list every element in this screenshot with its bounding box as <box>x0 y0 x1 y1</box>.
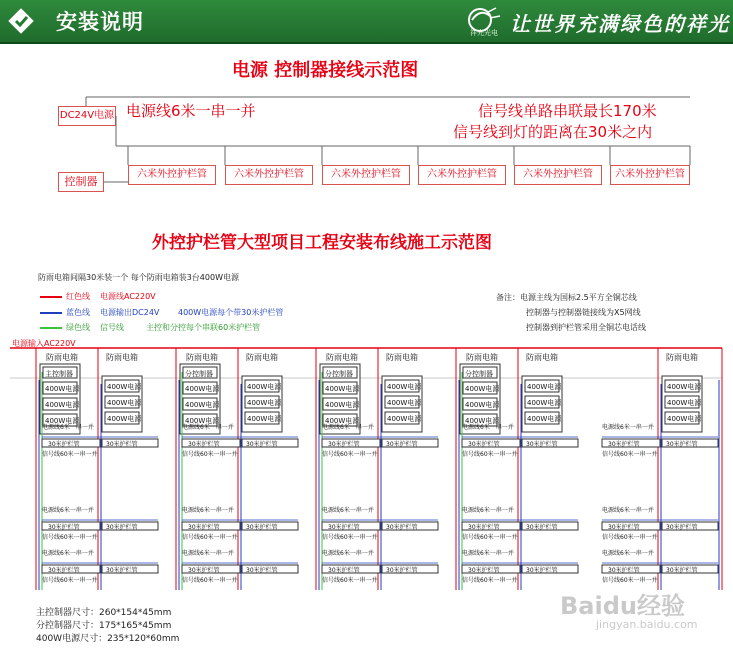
controller-label: 分控制器 <box>185 370 213 378</box>
tube-label: 30米护栏管 <box>386 524 418 531</box>
tube-box: 六米外控护栏管 <box>610 165 690 185</box>
legend-red-name: 红色线 <box>66 292 90 301</box>
psu-label: 400W电源 <box>667 399 702 407</box>
watermark-url: jingyan.baidu.com <box>596 618 698 631</box>
tube-label: 30米护栏管 <box>666 567 698 574</box>
header-title: 安装说明 <box>56 10 144 34</box>
note-power-line: 电源线6米一串一并 <box>126 102 256 120</box>
tube-box: 六米外控护栏管 <box>514 165 602 185</box>
box-label: 防雨电箱 <box>106 353 138 362</box>
tube-label: 30米护栏管 <box>526 567 558 574</box>
tube-label: 30米护栏管 <box>188 524 220 531</box>
row-power-note: 电源线6米一串一并 <box>322 507 374 514</box>
row-power-note: 电源线6米一串一并 <box>42 507 94 514</box>
row-power-note: 电源线6米一串一并 <box>182 424 234 431</box>
row-signal-note: 信号线60米一串一并 <box>322 534 378 541</box>
controller-label: 分控制器 <box>325 370 353 378</box>
tube-label: 30米护栏管 <box>526 441 558 448</box>
psu-label: 400W电源 <box>667 383 702 391</box>
tube-label: 30米护栏管 <box>608 524 640 531</box>
logo-text: 祥光光电 <box>470 29 498 37</box>
box-label: 防雨电箱 <box>186 353 218 362</box>
tube-label: 30米护栏管 <box>246 567 278 574</box>
row-power-note: 电源线6米一串一并 <box>322 424 374 431</box>
box-label: 防雨电箱 <box>326 353 358 362</box>
row-signal-note: 信号线60米一串一并 <box>602 577 658 584</box>
row-power-note: 电源线6米一串一并 <box>602 550 654 557</box>
tube-box: 六米外控护栏管 <box>225 165 313 185</box>
tube-label: 30米护栏管 <box>526 524 558 531</box>
row-power-note: 电源线6米一串一并 <box>602 507 654 514</box>
box-label: 防雨电箱 <box>466 353 498 362</box>
psu-label: 400W电源 <box>107 399 142 407</box>
intro-text: 防雨电箱间隔30米装一个 每个防雨电箱装3台400W电源 <box>38 273 239 282</box>
tube-label: 30米护栏管 <box>48 524 80 531</box>
legend-blue-name: 蓝色线 <box>66 308 90 317</box>
row-signal-note: 信号线60米一串一并 <box>462 451 518 458</box>
tube-label: 30米护栏管 <box>48 567 80 574</box>
tube-label: 30米护栏管 <box>106 441 138 448</box>
size-power-supply: 400W电源尺寸：235*120*60mm <box>36 634 180 644</box>
tube-label: 30米护栏管 <box>608 441 640 448</box>
size-main-controller: 主控制器尺寸：260*154*45mm <box>36 608 172 618</box>
psu-label: 400W电源 <box>325 385 360 393</box>
controller-label: 分控制器 <box>465 370 493 378</box>
tube-label: 30米护栏管 <box>468 441 500 448</box>
controller-box: 控制器 <box>58 172 104 192</box>
row-power-note: 电源线6米一串一并 <box>602 424 654 431</box>
tube-label: 30米护栏管 <box>468 567 500 574</box>
row-signal-note: 信号线60米一串一并 <box>42 451 98 458</box>
row-signal-note: 信号线60米一串一并 <box>182 577 238 584</box>
psu-label: 400W电源 <box>247 383 282 391</box>
tube-box: 六米外控护栏管 <box>418 165 506 185</box>
psu-label: 400W电源 <box>325 401 360 409</box>
row-signal-note: 信号线60米一串一并 <box>602 534 658 541</box>
psu-label: 400W电源 <box>185 401 220 409</box>
note-line-1: 备注：电源主线为国标2.5平方全铜芯线 <box>496 293 637 302</box>
psu-label: 400W电源 <box>107 383 142 391</box>
psu-label: 400W电源 <box>185 385 220 393</box>
row-signal-note: 信号线60米一串一并 <box>322 577 378 584</box>
tube-label: 30米护栏管 <box>328 524 360 531</box>
tube-label: 30米护栏管 <box>468 524 500 531</box>
tube-label: 30米护栏管 <box>246 524 278 531</box>
psu-label: 400W电源 <box>45 417 80 425</box>
note-line-2: 控制器与控制器链接线为X5网线 <box>526 308 641 317</box>
row-power-note: 电源线6米一串一并 <box>462 550 514 557</box>
controller-label: 主控制器 <box>45 370 73 378</box>
psu-label: 400W电源 <box>45 401 80 409</box>
psu-label: 400W电源 <box>45 385 80 393</box>
psu-label: 400W电源 <box>387 415 422 423</box>
row-power-note: 电源线6米一串一并 <box>182 507 234 514</box>
note-line-3: 控制器到护栏管采用全铜芯电话线 <box>526 323 646 332</box>
tube-box: 六米外控护栏管 <box>128 165 216 185</box>
row-signal-note: 信号线60米一串一并 <box>462 577 518 584</box>
diagram1-title: 电源 控制器接线示范图 <box>232 60 419 81</box>
psu-label: 400W电源 <box>325 417 360 425</box>
row-signal-note: 信号线60米一串一并 <box>182 534 238 541</box>
diagram2-title: 外控护栏管大型项目工程安装布线施工示范图 <box>152 233 492 253</box>
row-power-note: 电源线6米一串一并 <box>182 550 234 557</box>
row-signal-note: 信号线60米一串一并 <box>42 534 98 541</box>
psu-label: 400W电源 <box>247 399 282 407</box>
psu-label: 400W电源 <box>527 399 562 407</box>
tube-label: 30米护栏管 <box>608 567 640 574</box>
row-signal-note: 信号线60米一串一并 <box>602 451 658 458</box>
row-signal-note: 信号线60米一串一并 <box>462 534 518 541</box>
psu-label: 400W电源 <box>667 415 702 423</box>
row-signal-note: 信号线60米一串一并 <box>182 451 238 458</box>
row-signal-note: 信号线60米一串一并 <box>322 451 378 458</box>
box-label: 防雨电箱 <box>526 353 558 362</box>
row-power-note: 电源线6米一串一并 <box>42 550 94 557</box>
box-label: 防雨电箱 <box>666 353 698 362</box>
box-label: 防雨电箱 <box>46 353 78 362</box>
tube-box: 六米外控护栏管 <box>322 165 410 185</box>
row-power-note: 电源线6米一串一并 <box>462 424 514 431</box>
psu-label: 400W电源 <box>465 385 500 393</box>
tube-label: 30米护栏管 <box>328 567 360 574</box>
row-signal-note: 信号线60米一串一并 <box>42 577 98 584</box>
psu-label: 400W电源 <box>527 383 562 391</box>
psu-label: 400W电源 <box>387 383 422 391</box>
legend-red-desc: 电源线AC220V <box>100 292 156 301</box>
power-supply-box: DC24V电源 <box>58 106 116 126</box>
tube-label: 30米护栏管 <box>48 441 80 448</box>
psu-label: 400W电源 <box>465 401 500 409</box>
legend-blue-desc: 电源输出DC24V <box>100 308 160 317</box>
watermark-brand: Baidu经验 <box>560 592 685 620</box>
tube-label: 30米护栏管 <box>106 524 138 531</box>
psu-label: 400W电源 <box>527 415 562 423</box>
tube-label: 30米护栏管 <box>106 567 138 574</box>
legend-blue-desc2: 400W电源每个带30米护栏管 <box>178 308 284 317</box>
legend-green-name: 绿色线 <box>66 323 90 332</box>
row-power-note: 电源线6米一串一并 <box>42 424 94 431</box>
tube-label: 30米护栏管 <box>328 441 360 448</box>
tube-label: 30米护栏管 <box>666 441 698 448</box>
tube-label: 30米护栏管 <box>246 441 278 448</box>
note-signal-distance: 信号线到灯的距离在30米之内 <box>453 123 653 141</box>
tube-label: 30米护栏管 <box>188 567 220 574</box>
note-signal-max: 信号线单路串联最长170米 <box>478 102 657 120</box>
psu-label: 400W电源 <box>185 417 220 425</box>
row-power-note: 电源线6米一串一并 <box>462 507 514 514</box>
row-power-note: 电源线6米一串一并 <box>322 550 374 557</box>
tube-label: 30米护栏管 <box>666 524 698 531</box>
legend-green-desc2: 主控和分控每个串联60米护栏管 <box>146 323 261 332</box>
tube-label: 30米护栏管 <box>188 441 220 448</box>
psu-label: 400W电源 <box>387 399 422 407</box>
psu-label: 400W电源 <box>107 415 142 423</box>
header-slogan: 让世界充满绿色的祥光 <box>510 12 730 36</box>
main-input-label: 电源输入AC220V <box>12 339 76 348</box>
tube-label: 30米护栏管 <box>386 441 418 448</box>
tube-label: 30米护栏管 <box>386 567 418 574</box>
psu-label: 400W电源 <box>465 417 500 425</box>
legend-green-desc: 信号线 <box>100 323 124 332</box>
size-sub-controller: 分控制器尺寸：175*165*45mm <box>36 621 172 631</box>
box-label: 防雨电箱 <box>386 353 418 362</box>
psu-label: 400W电源 <box>247 415 282 423</box>
box-label: 防雨电箱 <box>246 353 278 362</box>
